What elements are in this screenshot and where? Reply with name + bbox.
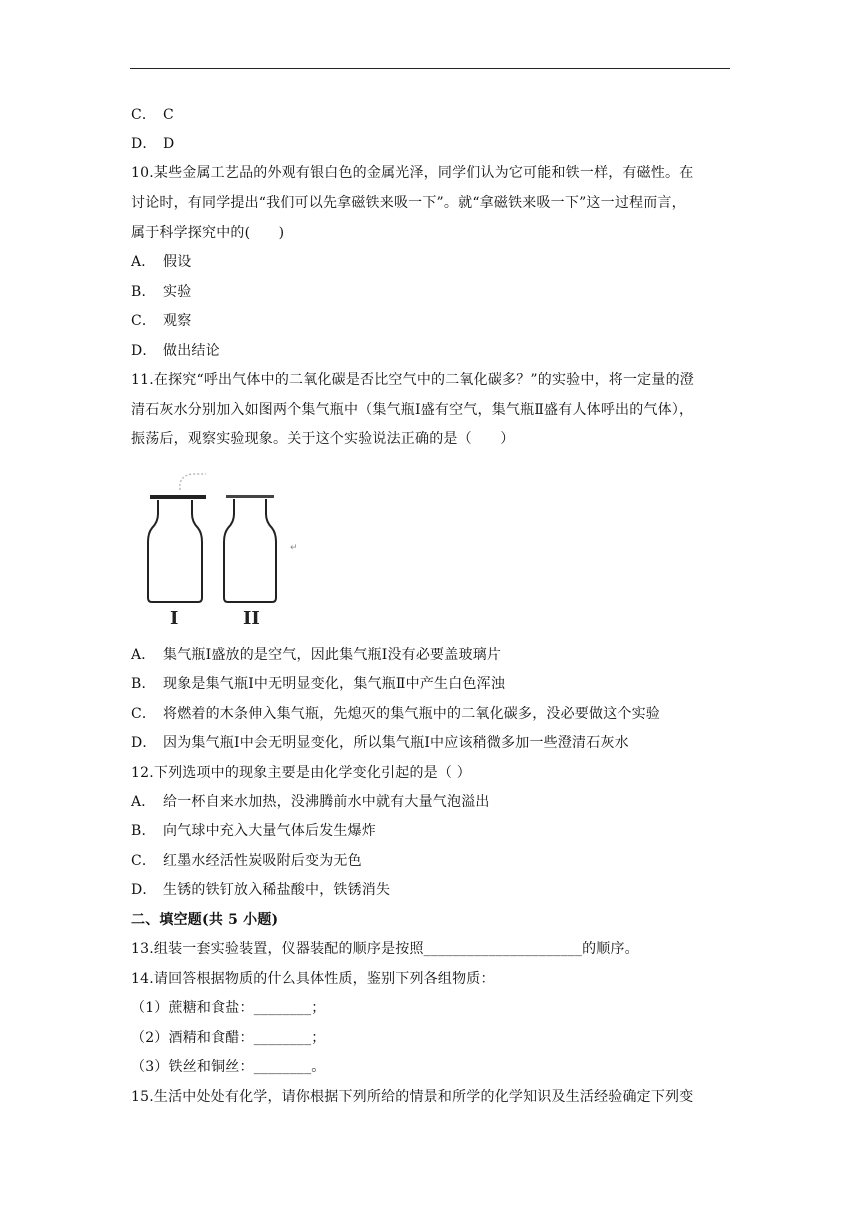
q14-item-3: （3）铁丝和铜丝：________。 [131, 1059, 326, 1075]
q12-option-b: B． 向气球中充入大量气体后发生爆炸 [131, 823, 376, 839]
q15-stem-line-1: 15.生活中处处有化学，请你根据下列所给的情景和所学的化学知识及生活经验确定下列变 [131, 1089, 694, 1105]
q10-stem-line-3: 属于科学探究中的( ) [131, 225, 285, 241]
q11-option-b: B． 现象是集气瓶Ⅰ中无明显变化，集气瓶Ⅱ中产生白色浑浊 [131, 676, 506, 692]
bottle-2-top [226, 495, 274, 498]
q11-option-d: D． 因为集气瓶Ⅰ中会无明显变化，所以集气瓶Ⅰ中应该稍微多加一些澄清石灰水 [131, 735, 629, 751]
q10-option-a: A． 假设 [131, 254, 192, 270]
section-2-title: 二、填空题(共 5 小题) [131, 912, 279, 928]
header-rule [130, 68, 730, 69]
gas-bottles-figure [140, 462, 298, 632]
q14-item-2: （2）酒精和食醋：________； [131, 1030, 326, 1046]
q10-option-b: B． 实验 [131, 284, 192, 300]
gas-bottles-drawing [140, 462, 298, 632]
q12-option-a: A． 给一杯自来水加热，没沸腾前水中就有大量气泡溢出 [131, 794, 490, 810]
q11-option-a: A． 集气瓶Ⅰ盛放的是空气，因此集气瓶Ⅰ没有必要盖玻璃片 [131, 647, 502, 663]
q10-option-d: D． 做出结论 [131, 343, 220, 359]
bottle-1 [148, 500, 202, 602]
q10-option-c: C． 观察 [131, 313, 192, 329]
q13-text: 13.组装一套实验装置，仪器装配的顺序是按照______________________的顺序。 [131, 941, 639, 957]
q11-stem-line-3: 振荡后，观察实验现象。关于这个实验说法正确的是（ ） [131, 431, 515, 447]
q14-item-1: （1）蔗糖和食盐：________； [131, 1000, 326, 1016]
bottle-2 [224, 499, 276, 602]
bottle-2-label: II [243, 608, 260, 629]
q9-option-c: C． C [131, 107, 174, 123]
q14-stem: 14.请回答根据物质的什么具体性质，鉴别下列各组物质： [131, 971, 495, 987]
q11-stem-line-1: 11.在探究“呼出气体中的二氧化碳是否比空气中的二氧化碳多？”的实验中，将一定量的澄 [131, 372, 694, 388]
bottle-1-label: I [170, 608, 179, 629]
q12-option-d: D． 生锈的铁钉放入稀盐酸中，铁锈消失 [131, 882, 391, 898]
q9-option-d: D． D [131, 136, 175, 152]
q10-stem-line-2: 讨论时，有同学提出“我们可以先拿磁铁来吸一下”。就“拿磁铁来吸一下”这一过程而言， [131, 195, 686, 211]
q11-option-c: C． 将燃着的木条伸入集气瓶，先熄灭的集气瓶中的二氧化碳多，没必要做这个实验 [131, 706, 660, 722]
svg-text:↵: ↵ [290, 543, 298, 553]
q12-stem: 12.下列选项中的现象主要是由化学变化引起的是（ ） [131, 765, 471, 781]
q11-stem-line-2: 清石灰水分别加入如图两个集气瓶中（集气瓶Ⅰ盛有空气，集气瓶Ⅱ盛有人体呼出的气体）， [131, 402, 694, 418]
bottle-1-glass-plate [150, 495, 206, 499]
q12-option-c: C． 红墨水经活性炭吸附后变为无色 [131, 853, 362, 869]
q10-stem-line-1: 10.某些金属工艺品的外观有银白色的金属光泽，同学们认为它可能和铁一样，有磁性。在 [131, 165, 694, 181]
